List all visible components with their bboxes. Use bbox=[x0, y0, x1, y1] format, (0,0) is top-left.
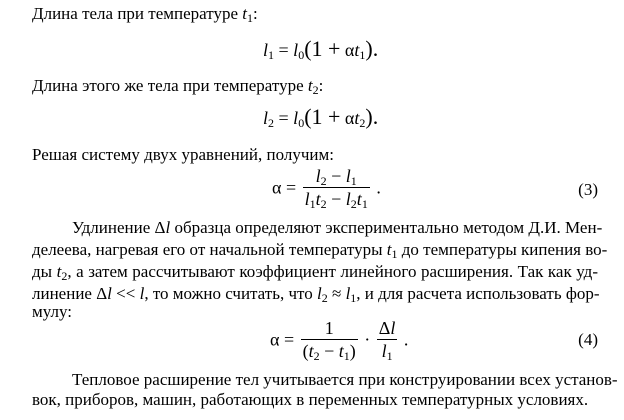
text: , а затем рассчитывают коэффициент линейного расширения. Так как уд- bbox=[67, 262, 598, 281]
open-paren: (1 + bbox=[304, 36, 341, 61]
var-l: l bbox=[107, 284, 112, 303]
approx-sign: ≈ bbox=[331, 284, 342, 303]
subscript: 2 bbox=[312, 83, 319, 97]
text: до температуры кипения во- bbox=[401, 240, 608, 259]
text: , то можно считать, что bbox=[144, 284, 313, 303]
multiplication-dot: · bbox=[364, 329, 371, 350]
text: Тепловое расширение тел учитывается при конструировании всех установ- bbox=[72, 370, 618, 389]
subscript: 1 bbox=[309, 197, 316, 211]
numerator: 1 bbox=[301, 318, 358, 340]
var-l: l bbox=[315, 166, 321, 186]
var-t: t bbox=[338, 341, 344, 361]
much-less-sign: << bbox=[116, 284, 136, 303]
equation-number-4: (4) bbox=[578, 330, 598, 349]
paragraph-length-at-t2 bbox=[32, 76, 323, 96]
subscript: 1 bbox=[350, 291, 357, 305]
text: , и для расчета использовать фор- bbox=[356, 284, 600, 303]
text: Длина тела при температуре bbox=[32, 4, 239, 23]
subscript: 1 bbox=[247, 11, 253, 25]
var-l: l bbox=[263, 108, 269, 128]
close-paren: ). bbox=[365, 104, 379, 129]
fraction bbox=[303, 166, 370, 209]
subscript: 2 bbox=[61, 269, 68, 283]
paragraph-solving-system bbox=[32, 145, 334, 165]
equation-2 bbox=[263, 106, 378, 129]
delta-l bbox=[155, 218, 171, 237]
subscript: 1 bbox=[268, 48, 275, 62]
var-l: l bbox=[304, 189, 310, 209]
alpha-symbol: α bbox=[344, 108, 355, 128]
var-l: l bbox=[293, 108, 299, 128]
subscript: 2 bbox=[268, 116, 275, 130]
var-l: l bbox=[345, 284, 351, 303]
var-t: t bbox=[354, 108, 360, 128]
close-paren: ) bbox=[349, 341, 356, 361]
var-l: l bbox=[165, 218, 171, 237]
var-t: t bbox=[56, 262, 62, 281]
alpha-symbol: α bbox=[344, 40, 355, 60]
var-l: l bbox=[293, 40, 299, 60]
delta-symbol: Δ bbox=[96, 284, 108, 303]
alpha-symbol: α bbox=[272, 177, 282, 198]
equation-1 bbox=[263, 38, 378, 61]
equals-sign: = bbox=[278, 108, 289, 128]
text: мулу: bbox=[32, 302, 72, 321]
delta-symbol: Δ bbox=[154, 218, 166, 237]
var-l: l bbox=[390, 318, 396, 338]
numerator bbox=[303, 166, 370, 188]
var-t: t bbox=[315, 189, 321, 209]
subscript: 2 bbox=[359, 116, 366, 130]
var-t: t bbox=[354, 40, 360, 60]
subscript: 1 bbox=[343, 349, 350, 363]
paragraph-length-at-t1 bbox=[32, 4, 258, 24]
punctuation: : bbox=[318, 76, 324, 95]
close-paren: ). bbox=[365, 36, 379, 61]
var-t: t bbox=[308, 341, 314, 361]
denominator bbox=[303, 188, 370, 209]
paragraph-elongation-line-1 bbox=[32, 218, 603, 238]
punctuation: : bbox=[253, 4, 258, 23]
equation-4 bbox=[270, 318, 408, 361]
equals-sign: = bbox=[283, 329, 295, 350]
numerator bbox=[377, 318, 398, 340]
period: . bbox=[376, 177, 381, 198]
paragraph-elongation-line-3 bbox=[32, 262, 598, 282]
subscript: 1 bbox=[386, 349, 393, 363]
variable-t: t bbox=[307, 76, 313, 95]
text: образца определяют экспериментально методом Д.И. Мен- bbox=[174, 218, 603, 237]
subscript: 1 bbox=[350, 174, 357, 188]
subscript: 1 bbox=[391, 247, 398, 261]
text: Решая систему двух уравнений, получим: bbox=[32, 145, 334, 164]
text: Удлинение bbox=[72, 218, 151, 237]
var-l: l bbox=[139, 284, 145, 303]
subscript: 0 bbox=[298, 116, 305, 130]
var-t: t bbox=[386, 240, 392, 259]
text: делеева, нагревая его от начальной температуры bbox=[32, 240, 383, 259]
var-l: l bbox=[263, 40, 269, 60]
subscript: 2 bbox=[320, 174, 327, 188]
denominator bbox=[301, 340, 358, 361]
minus-sign: − bbox=[331, 189, 342, 209]
var-l: l bbox=[345, 189, 351, 209]
var-l: l bbox=[345, 166, 351, 186]
equation-3 bbox=[272, 166, 381, 209]
paragraph-elongation-line-2 bbox=[32, 240, 608, 261]
paragraph-elongation-line-5 bbox=[32, 302, 72, 322]
text: линение bbox=[32, 284, 92, 303]
var-l: l bbox=[381, 341, 387, 361]
subscript: 2 bbox=[313, 349, 320, 363]
alpha-symbol: α bbox=[270, 329, 280, 350]
fraction-2 bbox=[377, 318, 398, 361]
subscript: 1 bbox=[361, 197, 368, 211]
delta-symbol: Δ bbox=[378, 318, 391, 338]
open-paren: ( bbox=[302, 341, 309, 361]
subscript: 0 bbox=[298, 48, 305, 62]
text: Длина этого же тела при температуре bbox=[32, 76, 304, 95]
paragraph-thermal-expansion-line-2 bbox=[32, 390, 588, 410]
equation-number-3: (3) bbox=[578, 180, 598, 199]
minus-sign: − bbox=[324, 341, 335, 361]
paragraph-thermal-expansion-line-1 bbox=[32, 370, 618, 390]
variable-t: t bbox=[242, 4, 247, 23]
minus-sign: − bbox=[331, 166, 342, 186]
subscript: 1 bbox=[359, 48, 366, 62]
text: вок, приборов, машин, работающих в переменных температурных условиях. bbox=[32, 390, 589, 409]
subscript: 2 bbox=[320, 197, 327, 211]
var-l: l bbox=[316, 284, 322, 303]
denominator bbox=[377, 340, 398, 361]
paragraph-elongation-line-4 bbox=[32, 284, 598, 304]
subscript: 2 bbox=[350, 197, 357, 211]
open-paren: (1 + bbox=[304, 104, 341, 129]
equals-sign: = bbox=[278, 40, 289, 60]
fraction-1 bbox=[301, 318, 358, 361]
equals-sign: = bbox=[285, 177, 297, 198]
text: ды bbox=[32, 262, 53, 281]
var-t: t bbox=[356, 189, 362, 209]
period: . bbox=[403, 329, 409, 350]
subscript: 2 bbox=[321, 291, 328, 305]
